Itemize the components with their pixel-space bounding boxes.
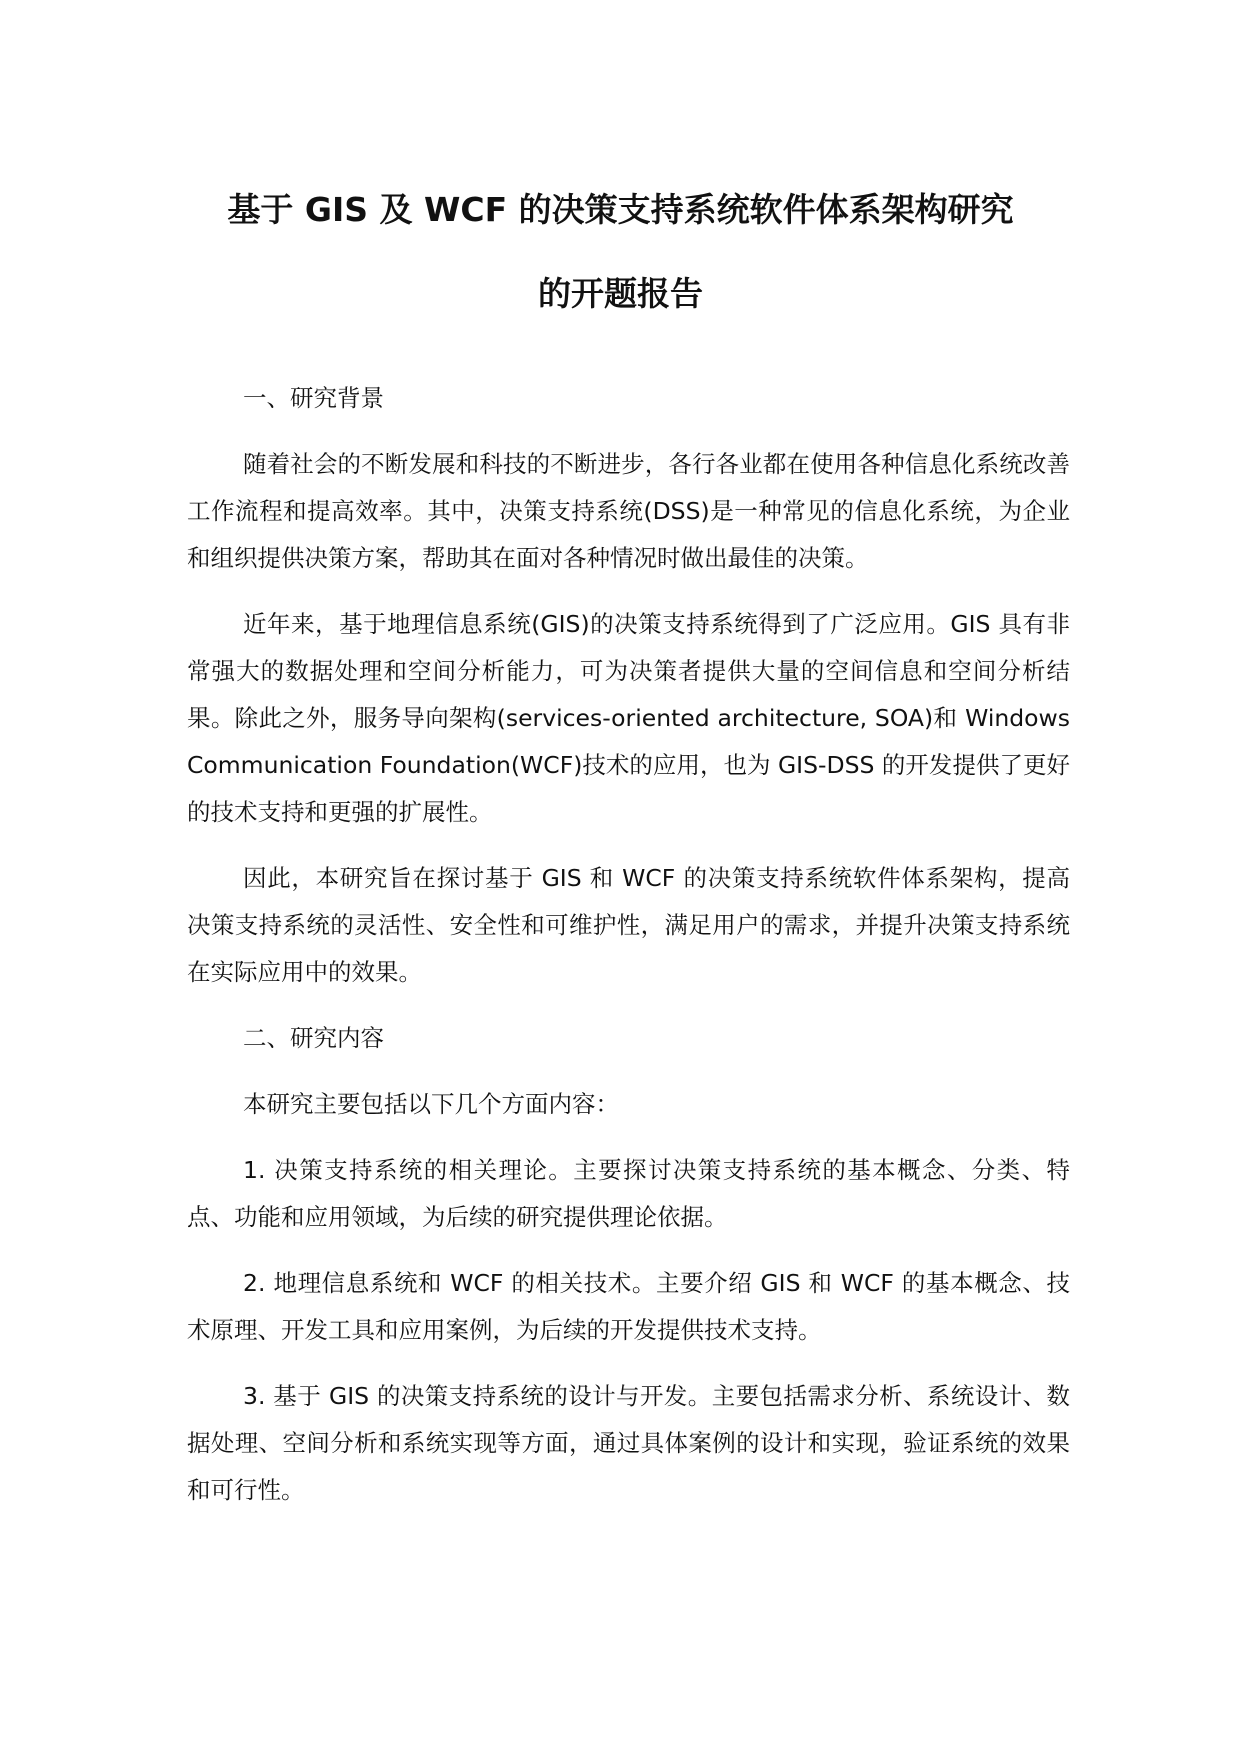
- paragraph: 因此，本研究旨在探讨基于 GIS 和 WCF 的决策支持系统软件体系架构，提高决策支持系统的灵活性、安全性和可维护性，满足用户的需求，并提升决策支持系统在实际应用中的效果。: [187, 864, 1070, 986]
- paragraph: 随着社会的不断发展和科技的不断进步，各行各业都在使用各种信息化系统改善工作流程和提高效率。其中，决策支持系统(DSS)是一种常见的信息化系统，为企业和组织提供决策方案，帮助其在面对各种情况时做出最佳的决策。: [187, 450, 1070, 572]
- title-line-1: 基于 GIS 及 WCF 的决策支持系统软件体系架构研究: [227, 190, 1014, 229]
- section-heading-content: 二、研究内容: [243, 1024, 384, 1052]
- list-item: 3. 基于 GIS 的决策支持系统的设计与开发。主要包括需求分析、系统设计、数据处理、空间分析和系统实现等方面，通过具体案例的设计和实现，验证系统的效果和可行性。: [187, 1382, 1070, 1504]
- list-item: 2. 地理信息系统和 WCF 的相关技术。主要介绍 GIS 和 WCF 的基本概念、技术原理、开发工具和应用案例，为后续的开发提供技术支持。: [187, 1269, 1070, 1344]
- document-title: [150, 168, 1091, 336]
- list-item: 1. 决策支持系统的相关理论。主要探讨决策支持系统的基本概念、分类、特点、功能和应用领域，为后续的研究提供理论依据。: [187, 1156, 1070, 1231]
- title-line-2: 的开题报告: [538, 274, 703, 313]
- document-body: [187, 375, 1070, 1533]
- paragraph: 近年来，基于地理信息系统(GIS)的决策支持系统得到了广泛应用。GIS 具有非常强大的数据处理和空间分析能力，可为决策者提供大量的空间信息和空间分析结果。除此之外，服务导向架构(services-oriented architecture, SOA)和 Windows Communication Foundation(WCF)技术的应用，也为 GIS-DSS 的开发提供了更好的技术支持和更强的扩展性。: [187, 610, 1070, 826]
- paragraph: 本研究主要包括以下几个方面内容：: [243, 1090, 619, 1118]
- section-heading-background: 一、研究背景: [243, 384, 384, 412]
